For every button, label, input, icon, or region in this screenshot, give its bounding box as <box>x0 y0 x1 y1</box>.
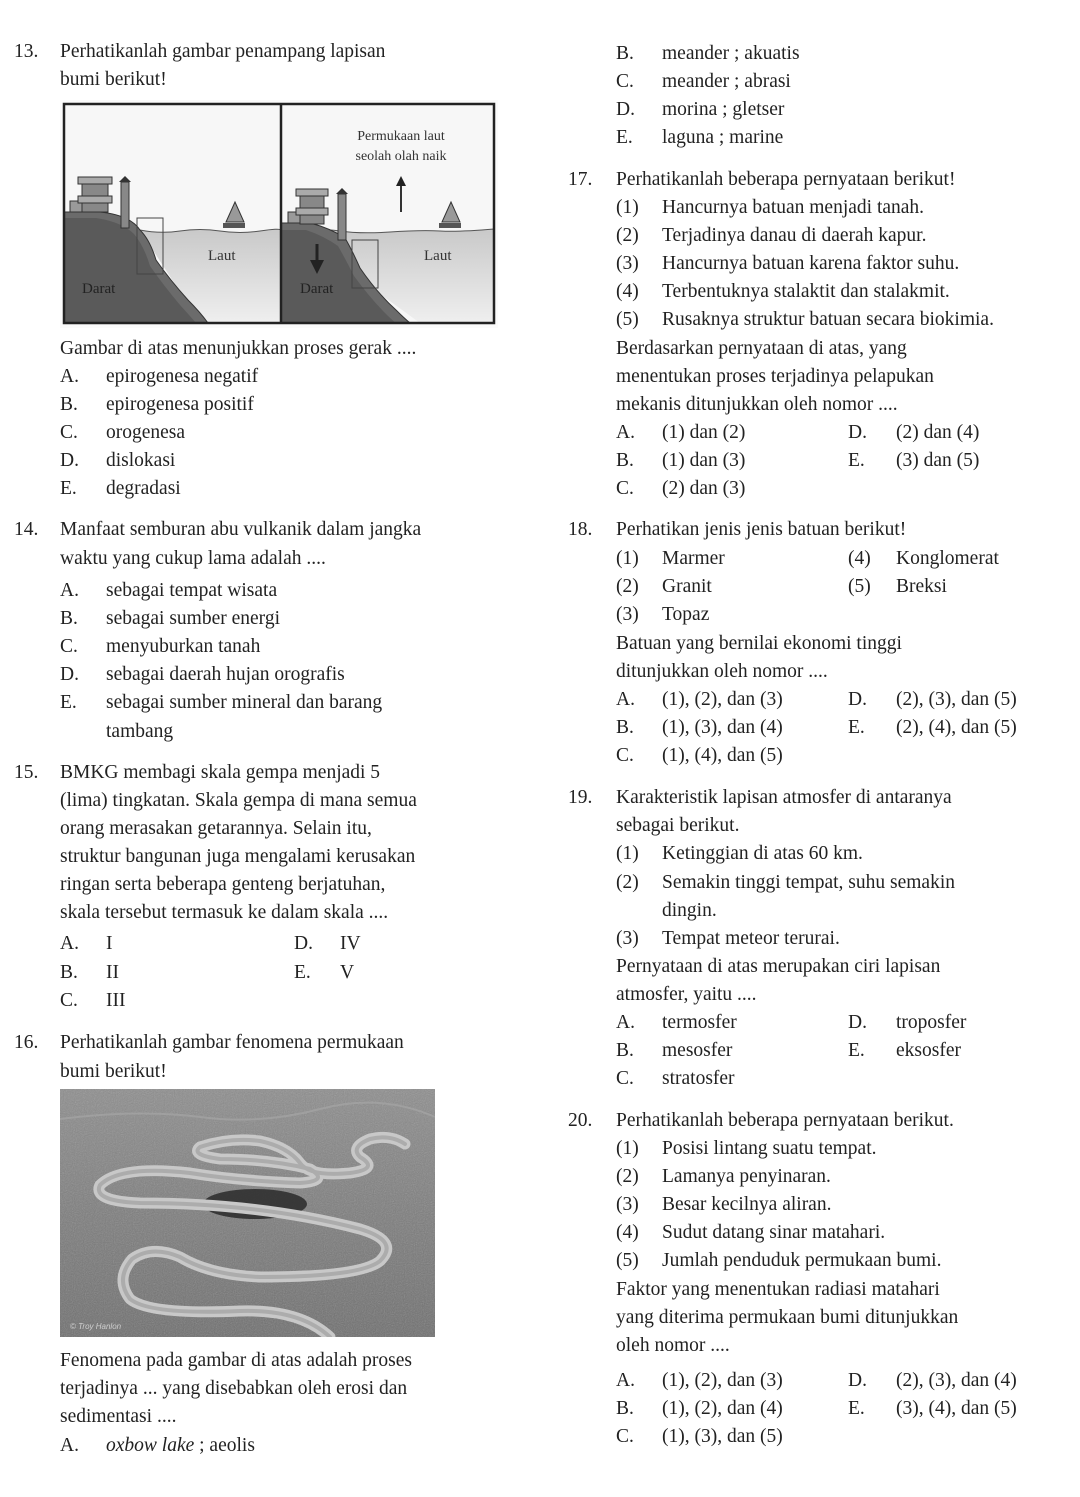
option-letter: A. <box>616 1012 635 1033</box>
statement-text: Lamanya penyinaran. <box>662 1166 831 1187</box>
option-letter: D. <box>848 1370 867 1391</box>
question-number: 13. <box>14 41 39 62</box>
option-letter: E. <box>294 962 311 983</box>
option-letter: B. <box>60 394 78 415</box>
item-text: Konglomerat <box>896 548 999 569</box>
question-stem: (lima) tingkatan. Skala gempa di mana semua <box>60 790 417 811</box>
question-stem: Perhatikan jenis jenis batuan berikut! <box>616 519 907 540</box>
option-text: meander ; akuatis <box>662 43 800 64</box>
option-letter: A. <box>60 580 79 601</box>
option-text: (1), (4), dan (5) <box>662 745 783 766</box>
option-letter: C. <box>60 636 78 657</box>
statement-number: (2) <box>616 225 639 246</box>
option-letter: E. <box>848 450 865 471</box>
question-text: ditunjukkan oleh nomor .... <box>616 661 828 682</box>
statement-number: (5) <box>616 1250 639 1271</box>
option-letter: A. <box>616 422 635 443</box>
option-text: menyuburkan tanah <box>106 636 261 657</box>
question-stem: bumi berikut! <box>60 1061 167 1082</box>
option-text: IV <box>340 933 361 954</box>
item-number: (4) <box>848 548 871 569</box>
left-panel <box>64 104 280 323</box>
question-text: atmosfer, yaitu .... <box>616 984 757 1005</box>
question-text: Gambar di atas menunjukkan proses gerak .... <box>60 338 417 359</box>
statement-text: Rusaknya struktur batuan secara biokimia. <box>662 309 994 330</box>
statement-number: (2) <box>616 1166 639 1187</box>
item-number: (2) <box>616 576 639 597</box>
option-letter: E. <box>60 692 77 713</box>
option-letter: B. <box>616 43 634 64</box>
option-text: degradasi <box>106 478 181 499</box>
statement-text: Posisi lintang suatu tempat. <box>662 1138 877 1159</box>
option-text: (2), (4), dan (5) <box>896 717 1017 738</box>
option-letter: B. <box>616 450 634 471</box>
statement-text: Besar kecilnya aliran. <box>662 1194 832 1215</box>
question-stem: sebagai berikut. <box>616 815 740 836</box>
option-letter: E. <box>616 127 633 148</box>
option-text: (1), (2), dan (3) <box>662 689 783 710</box>
question-stem: Manfaat semburan abu vulkanik dalam jangka <box>60 519 422 540</box>
option-letter: A. <box>60 1435 79 1456</box>
question-stem: waktu yang cukup lama adalah .... <box>60 548 326 569</box>
statement-text: Ketinggian di atas 60 km. <box>662 843 863 864</box>
figure-caption: seolah olah naik <box>355 149 447 164</box>
question-number: 19. <box>568 787 593 808</box>
figure-caption: Permukaan laut <box>357 129 445 144</box>
question-text: Faktor yang menentukan radiasi matahari <box>616 1279 940 1300</box>
option-letter: A. <box>616 1370 635 1391</box>
statement-text: Tempat meteor terurai. <box>662 928 840 949</box>
option-letter: E. <box>848 1398 865 1419</box>
option-letter: C. <box>616 71 634 92</box>
option-text: mesosfer <box>662 1040 733 1061</box>
option-letter: B. <box>616 1398 634 1419</box>
statement-number: (3) <box>616 1194 639 1215</box>
option-text-italic: oxbow lake <box>106 1435 195 1456</box>
question-text: terjadinya ... yang disebabkan oleh erosi dan <box>60 1378 408 1399</box>
statement-text: Semakin tinggi tempat, suhu semakin <box>662 872 956 893</box>
option-text: (2) dan (3) <box>662 478 746 499</box>
option-text: epirogenesa positif <box>106 394 254 415</box>
statement-text: Hancurnya batuan karena faktor suhu. <box>662 253 960 274</box>
item-text: Marmer <box>662 548 725 569</box>
option-letter: C. <box>616 1426 634 1447</box>
option-letter: B. <box>616 1040 634 1061</box>
statement-number: (4) <box>616 281 639 302</box>
question-number: 20. <box>568 1110 593 1131</box>
photo-credit: © Troy Hanlon <box>70 1322 122 1331</box>
statement-number: (1) <box>616 843 639 864</box>
statement-number: (1) <box>616 197 639 218</box>
statement-number: (2) <box>616 872 639 893</box>
option-text: sebagai sumber mineral dan barang <box>106 692 383 713</box>
option-text: sebagai tempat wisata <box>106 580 278 601</box>
option-letter: D. <box>848 1012 867 1033</box>
question-stem: Perhatikanlah gambar fenomena permukaan <box>60 1032 404 1053</box>
option-letter: A. <box>616 689 635 710</box>
statement-number: (1) <box>616 1138 639 1159</box>
question-text: sedimentasi .... <box>60 1406 177 1427</box>
option-text: (1), (3), dan (4) <box>662 717 783 738</box>
sea-label: Laut <box>208 248 236 264</box>
item-text: Granit <box>662 576 712 597</box>
question-stem: Perhatikanlah gambar penampang lapisan <box>60 41 386 62</box>
option-text: laguna ; marine <box>662 127 784 148</box>
option-letter: D. <box>294 933 313 954</box>
option-letter: A. <box>60 366 79 387</box>
item-text: Topaz <box>662 604 710 625</box>
option-text: (1), (2), dan (4) <box>662 1398 783 1419</box>
question-text: menentukan proses terjadinya pelapukan <box>616 366 934 387</box>
item-number: (3) <box>616 604 639 625</box>
option-letter: C. <box>616 1068 634 1089</box>
question-stem: skala tersebut termasuk ke dalam skala .... <box>60 902 389 923</box>
option-letter: D. <box>848 422 867 443</box>
option-text: epirogenesa negatif <box>106 366 259 387</box>
question-number: 16. <box>14 1032 39 1053</box>
land-label: Darat <box>82 281 116 297</box>
item-number: (1) <box>616 548 639 569</box>
option-letter: B. <box>616 717 634 738</box>
option-text: (2), (3), dan (5) <box>896 689 1017 710</box>
option-letter: D. <box>60 450 79 471</box>
statement-text: Sudut datang sinar matahari. <box>662 1222 886 1243</box>
statement-number: (5) <box>616 309 639 330</box>
option-letter: C. <box>60 422 78 443</box>
option-letter: D. <box>60 664 79 685</box>
statement-text: Terjadinya danau di daerah kapur. <box>662 225 927 246</box>
statement-number: (3) <box>616 928 639 949</box>
option-text: ; aeolis <box>194 1435 255 1456</box>
option-text: eksosfer <box>896 1040 961 1061</box>
option-text: dislokasi <box>106 450 176 471</box>
earth-cross-section-figure <box>60 100 498 328</box>
question-number: 17. <box>568 169 593 190</box>
option-text: (1), (3), dan (5) <box>662 1426 783 1447</box>
option-letter: A. <box>60 933 79 954</box>
option-letter: B. <box>60 608 78 629</box>
right-panel <box>282 104 494 323</box>
option-text: (3), (4), dan (5) <box>896 1398 1017 1419</box>
question-stem: ringan serta beberapa genteng berjatuhan, <box>60 874 386 895</box>
question-text: Berdasarkan pernyataan di atas, yang <box>616 338 907 359</box>
option-text: meander ; abrasi <box>662 71 791 92</box>
statement-text: Terbentuknya stalaktit dan stalakmit. <box>662 281 950 302</box>
question-text: yang diterima permukaan bumi ditunjukkan <box>616 1307 959 1328</box>
question-text: Pernyataan di atas merupakan ciri lapisan <box>616 956 941 977</box>
meandering-river-photo <box>60 1089 435 1337</box>
land-label: Darat <box>300 281 334 297</box>
question-text: mekanis ditunjukkan oleh nomor .... <box>616 394 898 415</box>
option-letter: D. <box>848 689 867 710</box>
question-number: 18. <box>568 519 593 540</box>
river-photo-image <box>60 1089 435 1337</box>
option-letter: C. <box>616 478 634 499</box>
option-text: troposfer <box>896 1012 967 1033</box>
option-text: I <box>106 933 113 954</box>
option-letter: E. <box>848 717 865 738</box>
option-letter: C. <box>60 990 78 1011</box>
statement-number: (3) <box>616 253 639 274</box>
option-text: (2), (3), dan (4) <box>896 1370 1017 1391</box>
option-text: orogenesa <box>106 422 186 443</box>
option-text: (1), (2), dan (3) <box>662 1370 783 1391</box>
item-text: Breksi <box>896 576 947 597</box>
option-letter: C. <box>616 745 634 766</box>
option-text: stratosfer <box>662 1068 735 1089</box>
question-stem: orang merasakan getarannya. Selain itu, <box>60 818 372 839</box>
question-number: 15. <box>14 762 39 783</box>
option-text: morina ; gletser <box>662 99 785 120</box>
question-stem: struktur bangunan juga mengalami kerusakan <box>60 846 416 867</box>
option-text: (3) dan (5) <box>896 450 980 471</box>
question-text: oleh nomor .... <box>616 1335 730 1356</box>
statement-text: Jumlah penduduk permukaan bumi. <box>662 1250 942 1271</box>
cross-section-diagram <box>60 100 498 328</box>
statement-text-continued: dingin. <box>662 900 717 921</box>
question-stem: Perhatikanlah beberapa pernyataan berikut! <box>616 169 956 190</box>
item-number: (5) <box>848 576 871 597</box>
question-number: 14. <box>14 519 39 540</box>
option-text: (2) dan (4) <box>896 422 980 443</box>
option-text-continued: tambang <box>106 721 174 742</box>
question-stem: BMKG membagi skala gempa menjadi 5 <box>60 762 381 783</box>
option-letter: E. <box>60 478 77 499</box>
option-text: sebagai daerah hujan orografis <box>106 664 345 685</box>
question-stem: Karakteristik lapisan atmosfer di antaranya <box>616 787 952 808</box>
option-letter: B. <box>60 962 78 983</box>
sea-label: Laut <box>424 248 452 264</box>
option-letter: D. <box>616 99 635 120</box>
option-letter: E. <box>848 1040 865 1061</box>
option-text: II <box>106 962 119 983</box>
option-text: sebagai sumber energi <box>106 608 280 629</box>
statement-text: Hancurnya batuan menjadi tanah. <box>662 197 925 218</box>
option-text: (1) dan (2) <box>662 422 746 443</box>
question-text: Batuan yang bernilai ekonomi tinggi <box>616 633 902 654</box>
question-stem: Perhatikanlah beberapa pernyataan berikut. <box>616 1110 954 1131</box>
option-text: termosfer <box>662 1012 737 1033</box>
question-text: Fenomena pada gambar di atas adalah proses <box>60 1350 412 1371</box>
option-text: (1) dan (3) <box>662 450 746 471</box>
option-text: III <box>106 990 126 1011</box>
statement-number: (4) <box>616 1222 639 1243</box>
option-text: V <box>340 962 355 983</box>
question-stem: bumi berikut! <box>60 69 167 90</box>
